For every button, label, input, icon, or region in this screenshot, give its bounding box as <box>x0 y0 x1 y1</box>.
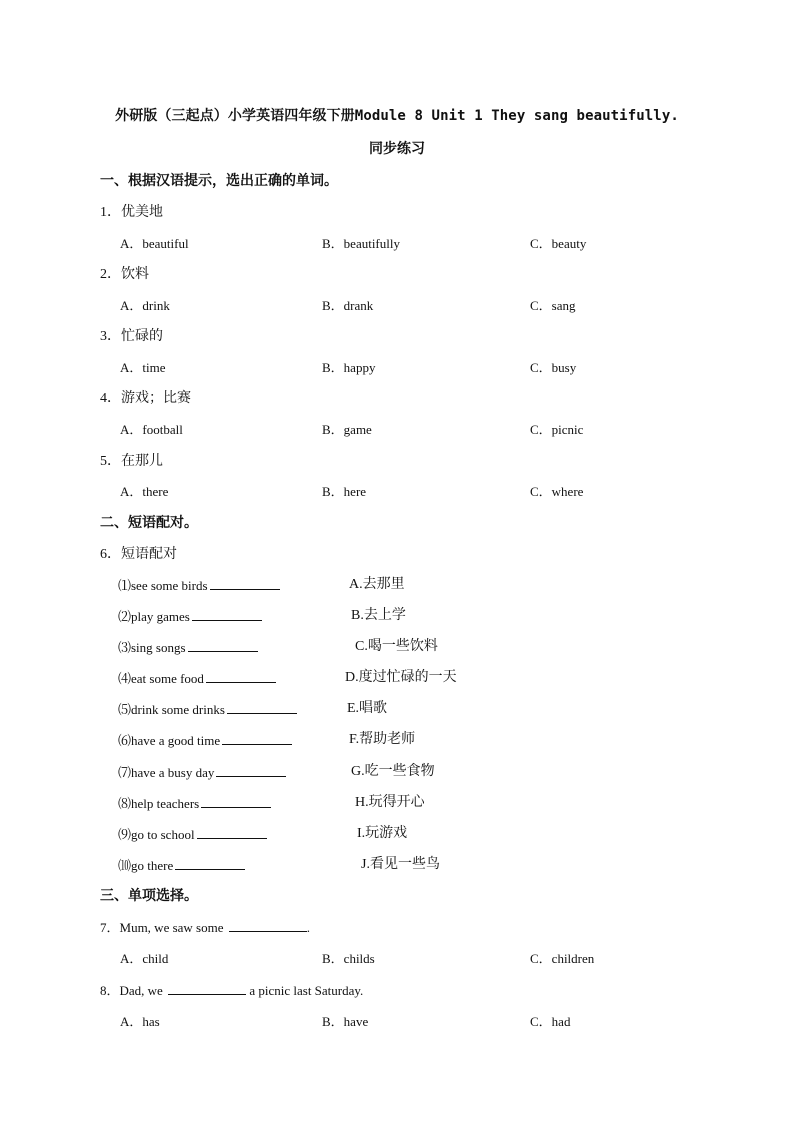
answer-blank[interactable] <box>227 701 297 714</box>
answer-blank[interactable] <box>192 608 262 621</box>
phrase-item: ⑷eat some food <box>118 668 276 687</box>
worksheet-title: 外研版（三起点）小学英语四年级下册Module 8 Unit 1 They sang beautifully. <box>115 108 679 124</box>
sentence-start: Mum, we saw some <box>119 920 224 935</box>
question-prompt: 饮料 <box>121 266 149 282</box>
answer-blank[interactable] <box>197 826 267 839</box>
question-6 <box>100 543 177 563</box>
match-option: I.玩游戏 <box>357 826 408 841</box>
question-number: 4． <box>100 391 121 406</box>
option-a: A．football <box>120 422 183 437</box>
question-1 <box>100 201 163 221</box>
question-5 <box>100 450 163 470</box>
question-7 <box>100 917 310 936</box>
question-prompt: 优美地 <box>121 204 163 220</box>
phrase-item: ⑶sing songs <box>118 637 258 656</box>
phrase-item: ⑼go to school <box>118 824 267 843</box>
option-c: C．sang <box>530 298 576 313</box>
option-c: C．where <box>530 484 584 499</box>
option-c: C．picnic <box>530 422 584 437</box>
question-number: 6． <box>100 547 121 562</box>
option-a: A．time <box>120 360 166 375</box>
answer-blank[interactable] <box>201 795 271 808</box>
phrase-item: ⑵play games <box>118 606 262 625</box>
option-b: B．happy <box>322 360 376 375</box>
question-8 <box>100 980 363 999</box>
match-option: B.去上学 <box>351 608 406 623</box>
question-prompt: 短语配对 <box>121 546 177 562</box>
answer-blank[interactable] <box>175 857 245 870</box>
match-option: C.喝一些饮料 <box>355 639 438 654</box>
question-4 <box>100 387 191 407</box>
option-a: A．has <box>120 1014 160 1029</box>
answer-blank[interactable] <box>222 732 292 745</box>
answer-blank[interactable] <box>188 639 258 652</box>
option-a: A．beautiful <box>120 236 189 251</box>
question-2 <box>100 263 149 283</box>
phrase-item: ⑽go there <box>118 855 245 874</box>
section-3-heading: 三、单项选择。 <box>100 888 198 904</box>
option-a: A．there <box>120 484 169 499</box>
phrase-item: ⑻help teachers <box>118 793 271 812</box>
question-number: 8． <box>100 983 120 998</box>
question-prompt: 游戏；比赛 <box>121 390 191 406</box>
question-3 <box>100 325 163 345</box>
option-c: C．had <box>530 1014 571 1029</box>
match-option: A.去那里 <box>349 577 405 592</box>
match-option: H.玩得开心 <box>355 795 425 810</box>
section-2-heading: 二、短语配对。 <box>100 515 198 531</box>
option-b: B．drank <box>322 298 374 313</box>
option-b: B．here <box>322 484 367 499</box>
section-1-heading: 一、根据汉语提示，选出正确的单词。 <box>100 173 338 189</box>
option-b: B．game <box>322 422 372 437</box>
option-a: A．drink <box>120 298 170 313</box>
question-prompt: 在那儿 <box>121 453 163 469</box>
question-number: 7． <box>100 920 120 935</box>
option-c: C．beauty <box>530 236 587 251</box>
option-c: C．busy <box>530 360 577 375</box>
answer-blank[interactable] <box>168 982 246 995</box>
option-b: B．childs <box>322 951 375 966</box>
question-number: 5． <box>100 454 121 469</box>
match-option: D.度过忙碌的一天 <box>345 670 457 685</box>
option-c: C．children <box>530 951 595 966</box>
match-option: E.唱歌 <box>347 701 388 716</box>
match-option: G.吃一些食物 <box>351 764 435 779</box>
sentence-end: . <box>306 920 311 935</box>
sentence-start: Dad, we <box>119 983 163 998</box>
answer-blank[interactable] <box>210 577 280 590</box>
phrase-item: ⑴see some birds <box>118 575 280 594</box>
phrase-item: ⑺have a busy day <box>118 762 286 781</box>
match-option: F.帮助老师 <box>349 732 416 747</box>
question-number: 2． <box>100 267 121 282</box>
option-a: A．child <box>120 951 169 966</box>
answer-blank[interactable] <box>216 764 286 777</box>
worksheet-subtitle: 同步练习 <box>369 141 425 157</box>
phrase-item: ⑹have a good time <box>118 730 292 749</box>
question-number: 3． <box>100 329 121 344</box>
question-number: 1． <box>100 205 121 220</box>
option-b: B．have <box>322 1014 369 1029</box>
match-option: J.看见一些鸟 <box>361 857 440 872</box>
option-b: B．beautifully <box>322 236 400 251</box>
answer-blank[interactable] <box>229 919 307 932</box>
sentence-end: a picnic last Saturday. <box>249 983 364 998</box>
answer-blank[interactable] <box>206 670 276 683</box>
phrase-item: ⑸drink some drinks <box>118 699 297 718</box>
question-prompt: 忙碌的 <box>121 328 163 344</box>
